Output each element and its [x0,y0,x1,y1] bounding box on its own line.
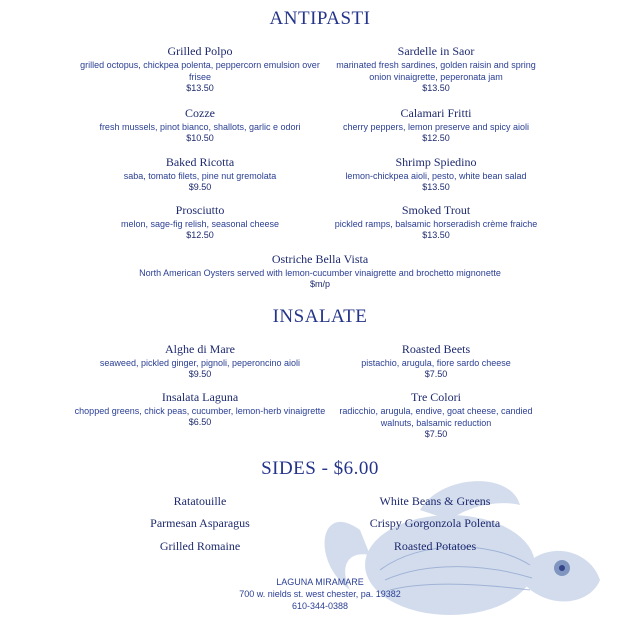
menu-item [326,342,546,380]
item-name: Grilled Polpo [167,44,233,58]
item-name: Insalata Laguna [161,390,239,404]
item-description: grilled octopus, chickpea polenta, peppercorn emulsion over frisee [80,60,320,82]
item-name: Alghe di Mare [165,342,235,356]
menu-item [70,155,330,193]
side-item: White Beans & Greens [379,494,491,508]
restaurant-name: LAGUNA MIRAMARE [276,577,364,587]
item-description: North American Oysters served with lemon-cucumber vinaigrette and brochetto mignonette [139,268,501,278]
item-price: $9.50 [188,182,212,192]
item-name: Tre Colori [411,390,461,404]
menu-item [70,203,330,241]
item-name: Prosciutto [175,203,225,217]
item-price: $7.50 [424,429,448,439]
item-price: $6.50 [188,417,212,427]
item-price: $7.50 [424,369,448,379]
item-name: Cozze [185,106,215,120]
side-item: Parmesan Asparagus [150,516,250,530]
section-title-antipasti: ANTIPASTI [269,8,371,29]
side-item: Roasted Potatoes [393,539,477,553]
item-name: Roasted Beets [401,342,471,356]
menu-item [70,106,330,144]
item-description: seaweed, pickled ginger, pignoli, peperoncino aioli [99,358,301,368]
menu-item [90,252,550,290]
menu-item [326,203,546,241]
item-description: pickled ramps, balsamic horseradish crème fraiche [334,219,538,229]
item-description: marinated fresh sardines, golden raisin and spring onion vinaigrette, peperonata jam [336,60,536,82]
menu-item [70,342,330,380]
restaurant-phone: 610-344-0388 [291,601,349,611]
item-description: saba, tomato filets, pine nut gremolata [123,171,277,181]
item-description: fresh mussels, pinot bianco, shallots, garlic e odori [99,122,301,132]
item-name: Ostriche Bella Vista [271,252,369,266]
menu-item [70,390,330,428]
footer [170,576,470,612]
item-description: melon, sage-fig relish, seasonal cheese [120,219,280,229]
item-description: pistachio, arugula, fiore sardo cheese [361,358,511,368]
item-name: Shrimp Spiedino [395,155,477,169]
menu-item [70,44,330,94]
item-description: lemon-chickpea aioli, pesto, white bean salad [345,171,527,181]
side-item: Crispy Gorgonzola Polenta [369,516,501,530]
item-name: Baked Ricotta [165,155,235,169]
item-price: $13.50 [422,182,450,192]
item-name: Smoked Trout [401,203,471,217]
section-title-insalate: INSALATE [272,306,368,327]
item-price: $13.50 [422,83,450,93]
item-price: $13.50 [186,83,214,93]
side-item: Ratatouille [173,494,227,508]
item-name: Calamari Fritti [400,106,472,120]
item-price: $9.50 [188,369,212,379]
item-price: $12.50 [186,230,214,240]
item-name: Sardelle in Saor [397,44,475,58]
item-description: cherry peppers, lemon preserve and spicy aioli [342,122,530,132]
item-price: $m/p [309,279,330,289]
item-price: $13.50 [422,230,450,240]
item-description: chopped greens, chick peas, cucumber, lemon-herb vinaigrette [74,406,326,416]
item-price: $12.50 [422,133,450,143]
side-item: Grilled Romaine [159,539,241,553]
section-title-sides: SIDES - $6.00 [261,458,379,479]
menu-item [326,44,546,94]
restaurant-address: 700 w. nields st. west chester, pa. 19382 [239,589,401,599]
menu-item [326,390,546,440]
item-price: $10.50 [186,133,214,143]
item-description: radicchio, arugula, endive, goat cheese, candied walnuts, balsamic reduction [339,406,533,428]
menu-item [326,106,546,144]
menu-item [326,155,546,193]
